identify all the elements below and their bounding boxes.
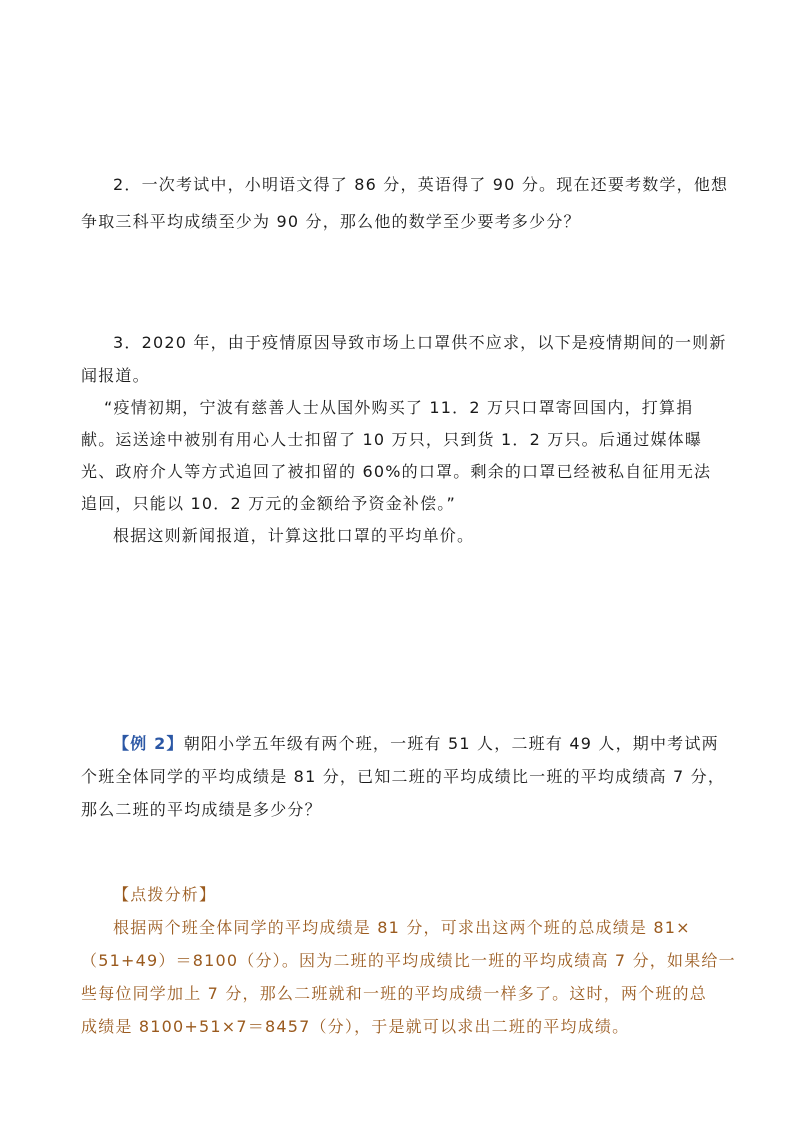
q2-line-2: 争取三科平均成绩至少为 90 分，那么他的数学至少要考多少分？ <box>81 212 581 231</box>
q3-line-1: 3．2020 年，由于疫情原因导致市场上口罩供不应求，以下是疫情期间的一则新 <box>113 333 727 352</box>
q3-line-2: 闻报道。 <box>81 366 150 385</box>
q2-line-1: 2．一次考试中，小明语文得了 86 分，英语得了 90 分。现在还要考数学，他想 <box>113 175 729 194</box>
q3-news-line-2: 献。运送途中被别有用心人士扣留了 10 万只，只到货 1．2 万只。后通过媒体曝 <box>81 430 703 449</box>
analysis-line-4: 成绩是 8100+51×7＝8457（分），于是就可以求出二班的平均成绩。 <box>81 1017 630 1036</box>
analysis-line-1: 根据两个班全体同学的平均成绩是 81 分，可求出这两个班的总成绩是 81× <box>113 918 691 937</box>
example-2-line-3: 那么二班的平均成绩是多少分？ <box>81 800 322 819</box>
analysis-line-3: 些每位同学加上 7 分，那么二班就和一班的平均成绩一样多了。这时，两个班的总 <box>81 984 707 1003</box>
example-2-label: 【例 2】 <box>113 734 184 753</box>
example-2-line-1 <box>113 734 719 754</box>
q3-news-line-1: “疫情初期，宁波有慈善人士从国外购买了 11．2 万只口罩寄回国内，打算捐 <box>104 398 694 417</box>
q3-news-line-3: 光、政府介人等方式追回了被扣留的 60%的口罩。剩余的口罩已经被私自征用无法 <box>81 462 712 481</box>
q3-news-line-4: 追回，只能以 10．2 万元的金额给予资金补偿。” <box>81 494 457 513</box>
example-2-line-2: 个班全体同学的平均成绩是 81 分，已知二班的平均成绩比一班的平均成绩高 7 分， <box>81 767 726 786</box>
q3-question-line: 根据这则新闻报道，计算这批口罩的平均单价。 <box>113 526 475 545</box>
analysis-line-2: （51+49）＝8100（分）。因为二班的平均成绩比一班的平均成绩高 7 分，如果给一 <box>81 951 736 970</box>
analysis-heading: 【点拨分析】 <box>113 885 217 904</box>
example-2-text: 朝阳小学五年级有两个班，一班有 51 人，二班有 49 人，期中考试两 <box>183 734 719 753</box>
